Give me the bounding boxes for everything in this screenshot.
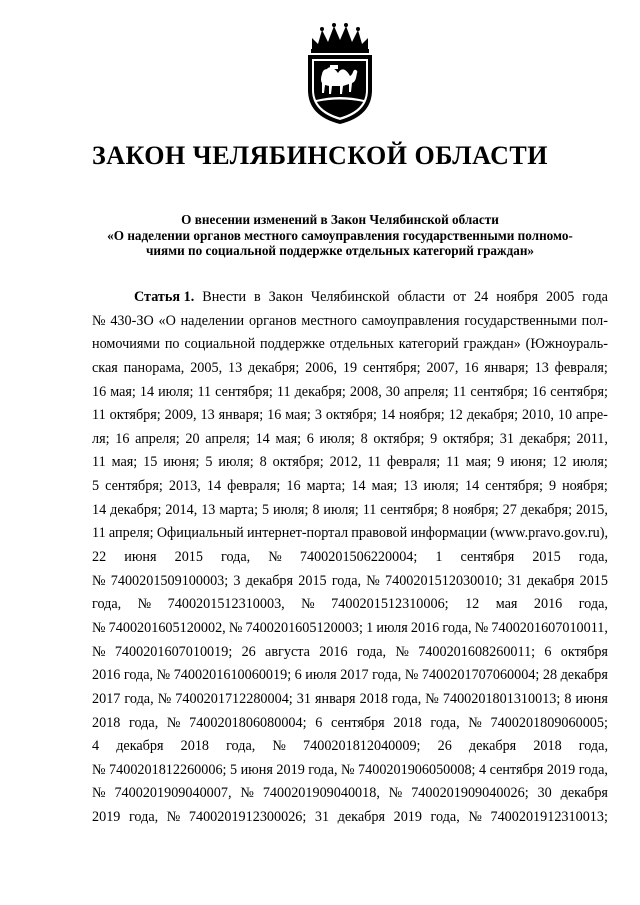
- body-word: сентября;: [470, 383, 529, 400]
- body-word: 12: [465, 596, 480, 613]
- body-word: 7400201607010019;: [114, 643, 233, 660]
- body-word: марта;: [219, 501, 259, 518]
- body-word: 11: [452, 383, 467, 400]
- body-line: [92, 286, 608, 310]
- law-subtitle: [70, 212, 610, 259]
- body-word: №: [468, 714, 482, 731]
- body-word: 16: [464, 359, 479, 376]
- body-word: декабря;: [466, 407, 519, 424]
- body-word: 2016: [533, 596, 563, 613]
- body-word: 7400201608260011;: [418, 643, 536, 660]
- body-word: №: [240, 785, 254, 802]
- body-word: 7400201610060019;: [173, 667, 292, 684]
- body-line: [92, 357, 608, 381]
- body-word: самоуправления: [361, 312, 460, 329]
- body-word: 30: [385, 383, 400, 400]
- article-body: [92, 286, 608, 830]
- body-word: года,: [356, 643, 387, 660]
- body-word: года,: [308, 761, 338, 778]
- body-word: июля;: [423, 478, 459, 495]
- body-word: июня: [240, 761, 273, 778]
- body-word: декабря: [245, 572, 294, 589]
- body-word: панорама,: [123, 359, 185, 376]
- body-word: интернет-портал: [246, 525, 349, 542]
- body-word: местного: [301, 312, 357, 329]
- body-word: декабря: [337, 809, 386, 826]
- body-word: 9: [497, 454, 505, 471]
- body-word: сентября: [460, 549, 515, 566]
- body-word: года,: [221, 549, 251, 566]
- body-word: 5: [205, 454, 213, 471]
- body-word: 22: [92, 549, 107, 566]
- body-word: июля: [305, 667, 337, 684]
- body-word: 8: [564, 690, 572, 707]
- body-word: 7400201909040007,: [114, 785, 232, 802]
- body-word: 4: [92, 738, 100, 755]
- body-word: №: [301, 596, 315, 613]
- body-word: 2018: [359, 690, 388, 707]
- body-word: сентября;: [362, 359, 421, 376]
- body-word: года,: [430, 714, 460, 731]
- body-word: января;: [484, 359, 529, 376]
- body-word: года,: [442, 619, 472, 636]
- body-word: области: [397, 289, 445, 305]
- body-word: №: [92, 619, 106, 636]
- body-line: [92, 499, 608, 523]
- body-word: 16: [286, 478, 301, 495]
- body-word: ноября;: [562, 478, 608, 495]
- body-word: 2006,: [305, 359, 338, 376]
- body-word: 8: [312, 501, 320, 518]
- body-word: 16: [115, 430, 130, 447]
- body-word: 20: [185, 430, 200, 447]
- body-word: ноября;: [452, 501, 499, 518]
- body-word: №: [166, 714, 181, 731]
- body-word: 11: [197, 383, 212, 400]
- body-word: №: [92, 312, 106, 329]
- body-word: года,: [430, 809, 460, 826]
- body-word: 2019: [546, 761, 576, 778]
- body-word: 28: [542, 667, 558, 684]
- body-line: [92, 641, 608, 665]
- body-word: №: [92, 761, 106, 778]
- body-word: 7400201512310006;: [331, 596, 449, 613]
- body-word: 16: [532, 383, 547, 400]
- body-word: №: [137, 596, 152, 613]
- body-word: 2019: [92, 809, 121, 826]
- body-word: декабря;: [110, 501, 162, 518]
- body-word: №: [92, 785, 106, 802]
- body-word: №: [474, 619, 489, 636]
- body-word: 11: [276, 383, 291, 400]
- body-word: 13: [403, 478, 418, 495]
- body-word: 11: [92, 407, 106, 424]
- body-word: поддержке: [260, 336, 325, 353]
- body-word: 16: [92, 383, 107, 400]
- body-word: 7400201512030010;: [385, 572, 503, 589]
- body-word: 7400201707060004;: [421, 667, 540, 684]
- body-word: №: [166, 809, 181, 826]
- body-word: октября;: [442, 430, 495, 447]
- body-line: [92, 451, 608, 475]
- body-word: сентября;: [380, 501, 438, 518]
- body-word: Закон: [268, 289, 303, 305]
- body-word: 9: [548, 478, 557, 495]
- body-line: [92, 428, 608, 452]
- body-word: августа: [265, 643, 310, 660]
- body-word: органов: [248, 312, 297, 329]
- body-word: июня: [124, 549, 157, 566]
- body-line: [92, 333, 608, 357]
- body-word: 31: [507, 572, 522, 589]
- body-word: 14: [206, 478, 222, 495]
- body-word: 7400201512310003,: [167, 596, 285, 613]
- body-word: 14: [255, 430, 270, 447]
- body-word: июня: [575, 690, 608, 707]
- body-word: 7400201912300026;: [188, 809, 307, 826]
- body-line: [92, 617, 608, 641]
- body-word: 7400201906050008;: [358, 761, 476, 778]
- body-word: 7400201712280004;: [175, 690, 293, 707]
- body-word: апреля;: [135, 430, 180, 447]
- body-word: сентября;: [485, 478, 543, 495]
- body-word: 1: [435, 549, 443, 566]
- body-word: октября;: [325, 407, 377, 424]
- body-line: [92, 404, 608, 428]
- body-word: июля;: [273, 501, 309, 518]
- body-line: [92, 664, 608, 688]
- body-word: 7400201912310013;: [490, 809, 608, 826]
- body-word: 14: [139, 383, 155, 400]
- body-word: мая;: [110, 383, 136, 400]
- body-word: 8: [360, 430, 368, 447]
- body-word: года,: [129, 714, 159, 731]
- subtitle-line: «О наделении органов местного самоуправления государственными полномо-: [107, 227, 573, 243]
- body-word: №: [157, 690, 172, 707]
- body-word: июля: [376, 619, 408, 636]
- body-word: социальной: [184, 336, 256, 353]
- body-word: года,: [392, 690, 422, 707]
- body-word: 6: [315, 714, 323, 731]
- body-line: [92, 546, 608, 570]
- body-word: №: [92, 572, 106, 589]
- body-word: 13: [200, 407, 215, 424]
- body-line: [92, 782, 608, 806]
- body-word: июня;: [163, 454, 200, 471]
- body-word: 2019: [393, 809, 422, 826]
- body-word: №: [228, 619, 243, 636]
- body-word: января;: [218, 407, 264, 424]
- body-word: 7400201806080004;: [189, 714, 307, 731]
- body-word: информации: [410, 525, 487, 542]
- body-word: 26: [241, 643, 256, 660]
- body-word: июля;: [323, 501, 359, 518]
- body-word: сентября: [489, 761, 544, 778]
- body-word: 6: [294, 667, 302, 684]
- body-word: в: [254, 289, 261, 305]
- body-word: декабря;: [294, 383, 346, 400]
- body-word: декабря;: [519, 430, 571, 447]
- body-word: 24: [474, 289, 489, 305]
- body-word: сентября: [330, 714, 385, 731]
- body-word: №: [92, 643, 106, 660]
- body-word: октября;: [272, 454, 324, 471]
- body-word: 19: [342, 359, 358, 376]
- body-word: пол-: [581, 312, 608, 329]
- body-word: 14: [380, 407, 396, 424]
- body-word: мая;: [285, 407, 311, 424]
- body-word: 2016: [92, 667, 121, 684]
- body-word: 13: [227, 359, 243, 376]
- body-word: 14: [92, 501, 107, 518]
- body-word: декабря: [560, 667, 608, 684]
- body-word: мая;: [465, 454, 492, 471]
- body-word: 6: [306, 430, 314, 447]
- body-line: [92, 735, 608, 759]
- body-word: правовой: [351, 525, 408, 542]
- body-word: 8: [441, 501, 450, 518]
- body-word: ноября;: [399, 407, 445, 424]
- body-word: №: [156, 667, 171, 684]
- body-word: 2015: [174, 549, 203, 566]
- body-word: 2017: [340, 667, 369, 684]
- body-word: 26: [437, 738, 452, 755]
- body-word: июня;: [510, 454, 547, 471]
- body-word: 2018: [533, 738, 562, 755]
- body-word: 11: [367, 454, 382, 471]
- body-word: июля;: [158, 383, 194, 400]
- body-word: 5: [92, 478, 100, 495]
- body-word: июля;: [319, 430, 355, 447]
- body-word: 5: [230, 761, 238, 778]
- body-word: (www.pravo.gov.ru),: [490, 525, 608, 542]
- body-word: 31: [499, 430, 514, 447]
- body-word: года,: [128, 809, 159, 826]
- body-word: 2014,: [165, 501, 198, 518]
- body-word: 2018: [393, 714, 422, 731]
- body-word: сентября;: [105, 478, 163, 495]
- body-word: января: [315, 690, 356, 707]
- body-word: 14: [464, 478, 480, 495]
- body-word: №: [404, 667, 419, 684]
- body-word: сентября;: [215, 383, 273, 400]
- article-label: Статья 1.: [134, 289, 195, 305]
- body-word: по: [164, 336, 180, 353]
- body-word: 2009,: [164, 407, 197, 424]
- body-word: №: [366, 572, 380, 589]
- body-word: февраля;: [554, 359, 608, 376]
- body-word: 2007,: [426, 359, 459, 376]
- body-word: года,: [372, 667, 402, 684]
- body-word: ноября: [496, 289, 538, 305]
- body-word: 2005: [545, 289, 575, 305]
- body-line: [92, 759, 608, 783]
- body-word: 16: [267, 407, 282, 424]
- body-line: [92, 688, 608, 712]
- body-word: ская: [92, 359, 118, 376]
- crown-icon: [311, 23, 369, 53]
- body-word: 7400201607010011,: [491, 619, 608, 636]
- body-word: года,: [578, 549, 608, 566]
- body-word: декабря: [116, 738, 164, 755]
- body-line: [92, 522, 608, 546]
- body-word: апреля;: [205, 430, 250, 447]
- body-word: октября;: [109, 407, 161, 424]
- body-word: года,: [578, 761, 608, 778]
- body-word: года,: [578, 738, 608, 755]
- body-word: 2010,: [522, 407, 554, 424]
- body-word: 8: [259, 454, 267, 471]
- body-word: июля;: [218, 454, 254, 471]
- body-word: государственными: [464, 312, 577, 329]
- body-word: 7400201812040009;: [303, 738, 421, 755]
- body-line: [92, 475, 608, 499]
- body-word: 4: [479, 761, 487, 778]
- body-word: 7400201605120003;: [245, 619, 363, 636]
- body-word: 14: [351, 478, 366, 495]
- body-word: 7400201812260006;: [109, 761, 227, 778]
- body-word: апреля;: [108, 525, 154, 542]
- chelyabinsk-coat-of-arms-icon: [298, 20, 382, 126]
- body-word: Внести: [202, 289, 247, 305]
- body-word: декабря: [468, 738, 517, 755]
- body-word: 12: [552, 454, 567, 471]
- law-title: ЗАКОН ЧЕЛЯБИНСКОЙ ОБЛАСТИ: [92, 141, 548, 170]
- body-word: 2011,: [576, 430, 608, 447]
- body-word: 3: [314, 407, 322, 424]
- body-word: 2005,: [190, 359, 223, 376]
- body-word: 7400201509100003;: [110, 572, 229, 589]
- body-word: №: [388, 785, 403, 802]
- subtitle-line: О внесении изменений в Закон Челябинской области: [181, 212, 499, 227]
- body-word: ля;: [92, 430, 110, 447]
- body-word: номочиями: [92, 336, 160, 353]
- body-word: 10: [557, 407, 573, 424]
- body-word: 2015: [532, 549, 561, 566]
- body-word: граждан»: [463, 336, 521, 353]
- body-word: 31: [296, 690, 311, 707]
- body-word: Официальный: [156, 525, 244, 542]
- body-word: №: [425, 690, 439, 707]
- body-word: апреля;: [404, 383, 449, 400]
- body-word: 2018: [92, 714, 121, 731]
- body-word: 1: [366, 619, 374, 636]
- body-word: 6: [544, 643, 552, 660]
- body-word: 2008,: [349, 383, 382, 400]
- body-word: мая;: [275, 430, 302, 447]
- body-word: года,: [331, 572, 362, 589]
- body-word: 2015: [579, 572, 608, 589]
- body-word: 30: [537, 785, 552, 802]
- body-word: №: [395, 643, 409, 660]
- body-word: 2015,: [575, 501, 608, 518]
- body-word: 13: [534, 359, 549, 376]
- body-word: года: [582, 289, 608, 305]
- body-word: 2012,: [329, 454, 362, 471]
- body-word: 9: [430, 430, 438, 447]
- body-word: декабря;: [520, 501, 573, 518]
- body-word: №: [468, 809, 482, 826]
- body-line: [92, 593, 608, 617]
- body-word: 2017: [92, 690, 121, 707]
- body-word: года,: [124, 690, 154, 707]
- body-word: Челябинской: [310, 289, 390, 305]
- body-word: мая: [495, 596, 518, 613]
- body-word: мая;: [111, 454, 138, 471]
- body-word: 7400201809060005;: [490, 714, 608, 731]
- body-line: [92, 310, 608, 334]
- subtitle-line: чиями по социальной поддержке отдельных категорий граждан»: [145, 243, 535, 258]
- body-word: 7400201605120002,: [108, 619, 226, 636]
- body-word: №: [272, 738, 286, 755]
- body-word: 7400201909040018,: [262, 785, 380, 802]
- body-word: 3: [233, 572, 241, 589]
- body-word: 430-ЗО: [110, 312, 154, 329]
- body-word: октября: [560, 643, 608, 660]
- body-word: 11: [92, 454, 106, 471]
- body-word: декабря: [527, 572, 575, 589]
- body-word: 31: [314, 809, 330, 826]
- body-word: октября;: [373, 430, 425, 447]
- body-word: наделении: [180, 312, 245, 329]
- body-word: 7400201909040026;: [411, 785, 529, 802]
- body-word: 13: [201, 501, 216, 518]
- body-word: сентября;: [550, 383, 608, 400]
- body-word: года,: [226, 738, 256, 755]
- body-word: 7400201801310013;: [442, 690, 561, 707]
- body-word: марта;: [306, 478, 346, 495]
- body-word: 27: [502, 501, 517, 518]
- body-word: 2019: [276, 761, 305, 778]
- body-word: 11: [92, 525, 106, 542]
- body-word: декабря: [560, 785, 608, 802]
- body-word: 2013,: [168, 478, 201, 495]
- body-word: года,: [578, 596, 608, 613]
- body-word: апре-: [576, 407, 608, 424]
- body-word: 2015: [298, 572, 327, 589]
- body-word: 7400201506220004;: [299, 549, 418, 566]
- body-word: отдельных: [329, 336, 394, 353]
- body-word: «О: [158, 312, 176, 329]
- body-line: [92, 712, 608, 736]
- body-word: июля;: [572, 454, 608, 471]
- body-word: декабря;: [248, 359, 300, 376]
- body-word: февраля;: [386, 454, 441, 471]
- body-word: категорий: [398, 336, 459, 353]
- body-line: [92, 570, 608, 594]
- body-word: №: [268, 549, 282, 566]
- body-word: мая;: [371, 478, 398, 495]
- body-word: 12: [448, 407, 463, 424]
- body-word: 2016: [410, 619, 440, 636]
- body-word: №: [341, 761, 355, 778]
- body-word: 15: [143, 454, 158, 471]
- body-word: от: [452, 289, 467, 305]
- body-word: 5: [261, 501, 270, 518]
- body-line: [92, 381, 608, 405]
- body-word: года,: [92, 596, 122, 613]
- body-word: 11: [362, 501, 377, 518]
- body-word: 2018: [180, 738, 209, 755]
- body-line: [92, 806, 608, 830]
- body-word: 2016: [319, 643, 348, 660]
- body-word: 11: [446, 454, 460, 471]
- body-word: февраля;: [227, 478, 281, 495]
- body-word: (Южноураль-: [525, 336, 608, 353]
- body-word: года,: [123, 667, 154, 684]
